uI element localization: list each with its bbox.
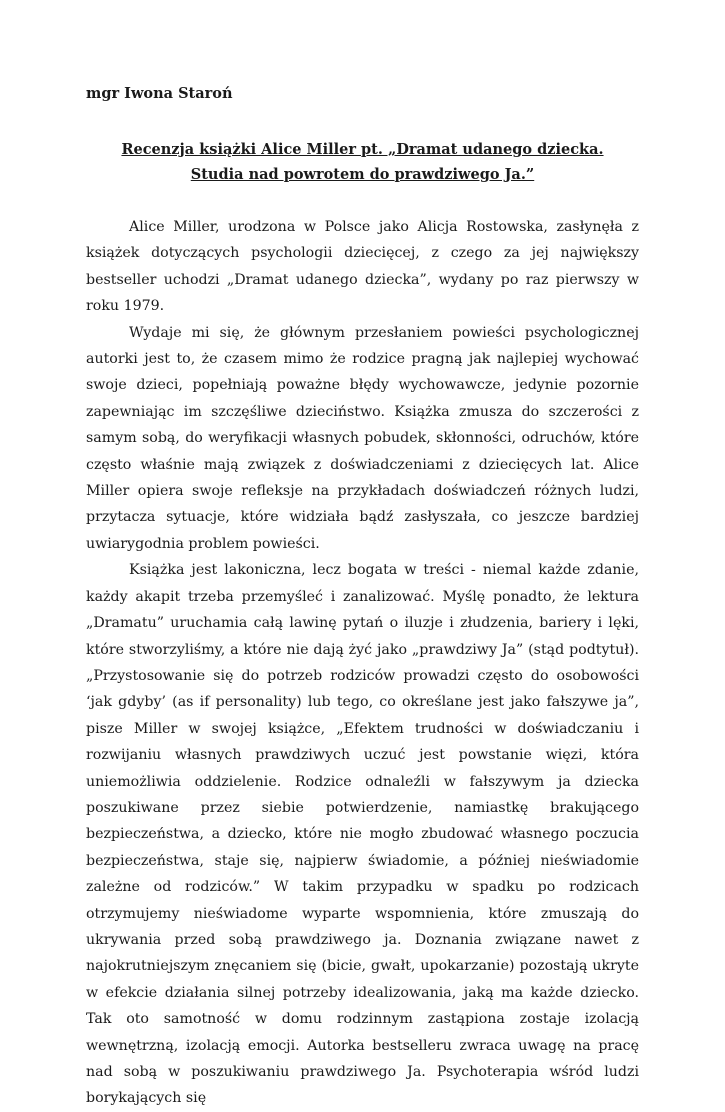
review-title xyxy=(86,138,639,187)
paragraph-3: Książka jest lakoniczna, lecz bogata w treści - niemal każde zdanie, każdy akapit trzeba przemyśleć i zanalizować. Myślę ponadto, że lektura „Dramatu” uruchamia całą lawinę pytań o iluzje i złudzenia, bariery i lęki, które stworzyliśmy, a które nie dają żyć jako „prawdziwy Ja” (stąd podtytuł). „Przystosowanie się do potrzeb rodziców prowadzi często do osobowości ‘jak gdyby’ (as if personality) lub tego, co określane jest jako fałszywe ja”, pisze Miller w swojej książce, „Efektem trudności w doświadczaniu i rozwijaniu własnych prawdziwych uczuć jest powstanie więzi, która uniemożliwia oddzielenie. Rodzice odnaleźli w fałszywym ja dziecka poszukiwane przez siebie potwierdzenie, namiastkę brakującego bezpieczeństwa, a dziecko, które nie mogło zbudować własnego poczucia bezpieczeństwa, staje się, najpierw świadomie, a później nieświadomie zależne od rodziców.” W takim przypadku w spadku po rodzicach otrzymujemy nieświadome wyparte wspomnienia, które zmuszają do ukrywania przed sobą prawdziwego ja. Doznania związane nawet z najokrutniejszym znęcaniem się (bicie, gwałt, upokarzanie) pozostają ukryte w efekcie działania silnej potrzeby idealizowania, jaką ma każde dziecko. Tak oto samotność w domu rodzinnym zastąpiona zostaje izolacją wewnętrzną, izolacją emocji. Autorka bestselleru zwraca uwagę na pracę nad sobą w poszukiwaniu prawdziwego Ja. Psychoterapia wśród ludzi borykających się xyxy=(86,562,639,1107)
review-body xyxy=(86,214,639,1112)
paragraph-1: Alice Miller, urodzona w Polsce jako Alicja Rostowska, zasłynęła z książek dotyczących psychologii dziecięcej, z czego za jej największy bestseller uchodzi „Dramat udanego dziecka”, wydany po raz pierwszy w roku 1979. xyxy=(86,219,639,315)
author-name: mgr Iwona Staroń xyxy=(86,85,233,102)
paragraph-2: Wydaje mi się, że głównym przesłaniem powieści psychologicznej autorki jest to, że czasem mimo że rodzice pragną jak najlepiej wychować swoje dzieci, popełniają poważne błędy wychowawcze, jedynie pozornie zapewniając im szczęśliwe dzieciństwo. Książka zmusza do szczerości z samym sobą, do weryfikacji własnych pobudek, skłonności, odruchów, które często właśnie mają związek z doświadczeniami z dziecięcych lat. Alice Miller opiera swoje refleksje na przykładach doświadczeń różnych ludzi, przytacza sytuacje, które widziała bądź zasłyszała, co jeszcze bardziej uwiarygodnia problem powieści. xyxy=(86,324,639,552)
title-line-2: Studia nad powrotem do prawdziwego Ja.” xyxy=(190,165,535,183)
title-line-1: Recenzja książki Alice Miller pt. „Dramat udanego dziecka. xyxy=(121,141,604,158)
